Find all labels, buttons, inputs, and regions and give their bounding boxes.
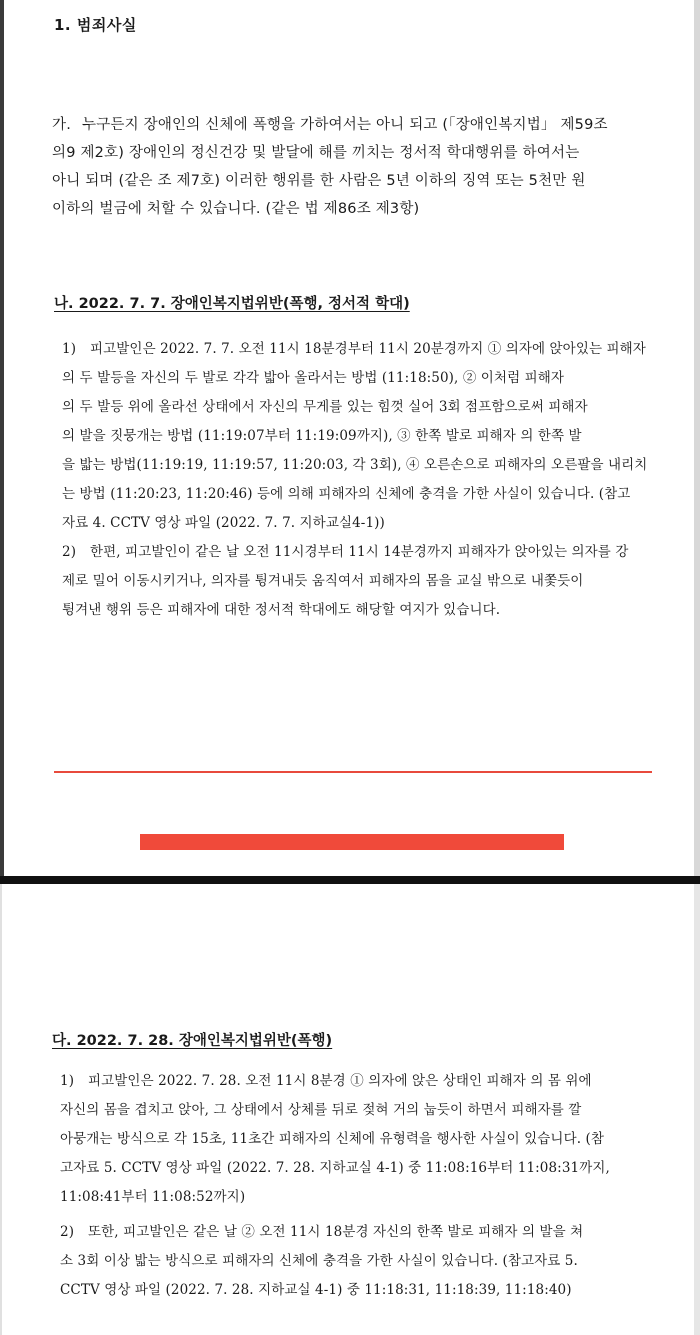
text-line: 소 3회 이상 밟는 방식으로 피해자의 신체에 충격을 가한 사실이 있습니다. (참고자료 5.: [60, 1253, 578, 1269]
text-line: 의9 제2호) 장애인의 정신건강 및 발달에 해를 끼치는 정서적 학대행위를 하여서는: [52, 145, 580, 161]
red-divider-line: [54, 771, 652, 773]
item-number: 1): [60, 1073, 75, 1089]
text-line: 의 두 발등을 자신의 두 발로 각각 밟아 올라서는 방법 (11:18:50), ② 이처럼 피해자: [62, 370, 565, 386]
section-title: 1. 범죄사실: [54, 16, 137, 34]
item-text: [60, 1067, 610, 1212]
text-line: 의 발을 짓뭉개는 방법 (11:19:07부터 11:19:09까지), ③ 한쪽 발로 피해자 의 한쪽 발: [62, 428, 582, 444]
item-number: 2): [60, 1224, 75, 1240]
text-line: 는 방법 (11:20:23, 11:20:46) 등에 의해 피해자의 신체에 충격을 가한 사실이 있습니다. (참고: [62, 486, 631, 502]
text-line: 이하의 벌금에 처할 수 있습니다. (같은 법 제86조 제3항): [52, 201, 420, 217]
text-line: 한편, 피고발인이 같은 날 오전 11시경부터 11시 14분경까지 피해자가 앉아있는 의자를 강: [90, 544, 629, 560]
text-line: 고자료 5. CCTV 영상 파일 (2022. 7. 28. 지하교실 4-1) 중 11:08:16부터 11:08:31까지,: [60, 1160, 610, 1176]
text-line: 튕겨낸 행위 등은 피해자에 대한 정서적 학대에도 해당할 여지가 있습니다.: [62, 602, 501, 618]
text-line: 누구든지 장애인의 신체에 폭행을 가하여서는 아니 되고 (「장애인복지법」 제59조: [82, 117, 608, 133]
text-line: 제로 밀어 이동시키거나, 의자를 튕겨내듯 움직여서 피해자의 몸을 교실 밖으로 내쫓듯이: [62, 573, 584, 589]
item-text: [62, 335, 648, 538]
page-separator: [0, 876, 700, 884]
text-line: 을 밟는 방법(11:19:19, 11:19:57, 11:20:03, 각 3회), ④ 오른손으로 피해자의 오른팔을 내리치: [62, 457, 648, 473]
subsection-title: 나. 2022. 7. 7. 장애인복지법위반(폭행, 정서적 학대): [54, 296, 410, 312]
paragraph-body: [52, 111, 694, 223]
item-number: 2): [62, 544, 77, 560]
text-line: 자료 4. CCTV 영상 파일 (2022. 7. 7. 지하교실4-1)): [62, 515, 385, 531]
text-line: 아니 되며 (같은 조 제7호) 이러한 행위를 한 사람은 5년 이하의 징역 또는 5천만 원: [52, 173, 586, 189]
text-line: 자신의 몸을 겹치고 앉아, 그 상태에서 상체를 뒤로 젖혀 거의 눕듯이 하면서 피해자를 깔: [60, 1102, 582, 1118]
item-text: [60, 1218, 584, 1305]
text-line: CCTV 영상 파일 (2022. 7. 28. 지하교실 4-1) 중 11:18:31, 11:18:39, 11:18:40): [60, 1282, 572, 1298]
text-line: 아뭉개는 방식으로 각 15초, 11초간 피해자의 신체에 유형력을 행사한 사실이 있습니다. (참: [60, 1131, 605, 1147]
text-line: 피고발인은 2022. 7. 7. 오전 11시 18분경부터 11시 20분경까지 ① 의자에 앉아있는 피해자: [90, 341, 646, 357]
text-line: 또한, 피고발인은 같은 날 ② 오전 11시 18분경 자신의 한쪽 발로 피해자 의 발을 쳐: [88, 1224, 584, 1240]
subsection-title: 다. 2022. 7. 28. 장애인복지법위반(폭행): [52, 1033, 333, 1049]
text-line: 11:08:41부터 11:08:52까지): [60, 1189, 246, 1205]
paragraph-label: 가.: [52, 117, 72, 133]
text-line: 의 두 발등 위에 올라선 상태에서 자신의 무게를 있는 힘껏 실어 3회 점프함으로써 피해자: [62, 399, 588, 415]
red-highlight-bar: [140, 834, 564, 850]
item-text: [62, 538, 629, 625]
text-line: 피고발인은 2022. 7. 28. 오전 11시 8분경 ① 의자에 앉은 상태인 피해자 의 몸 위에: [88, 1073, 592, 1089]
item-number: 1): [62, 341, 77, 357]
document-page-2: [0, 884, 700, 1335]
